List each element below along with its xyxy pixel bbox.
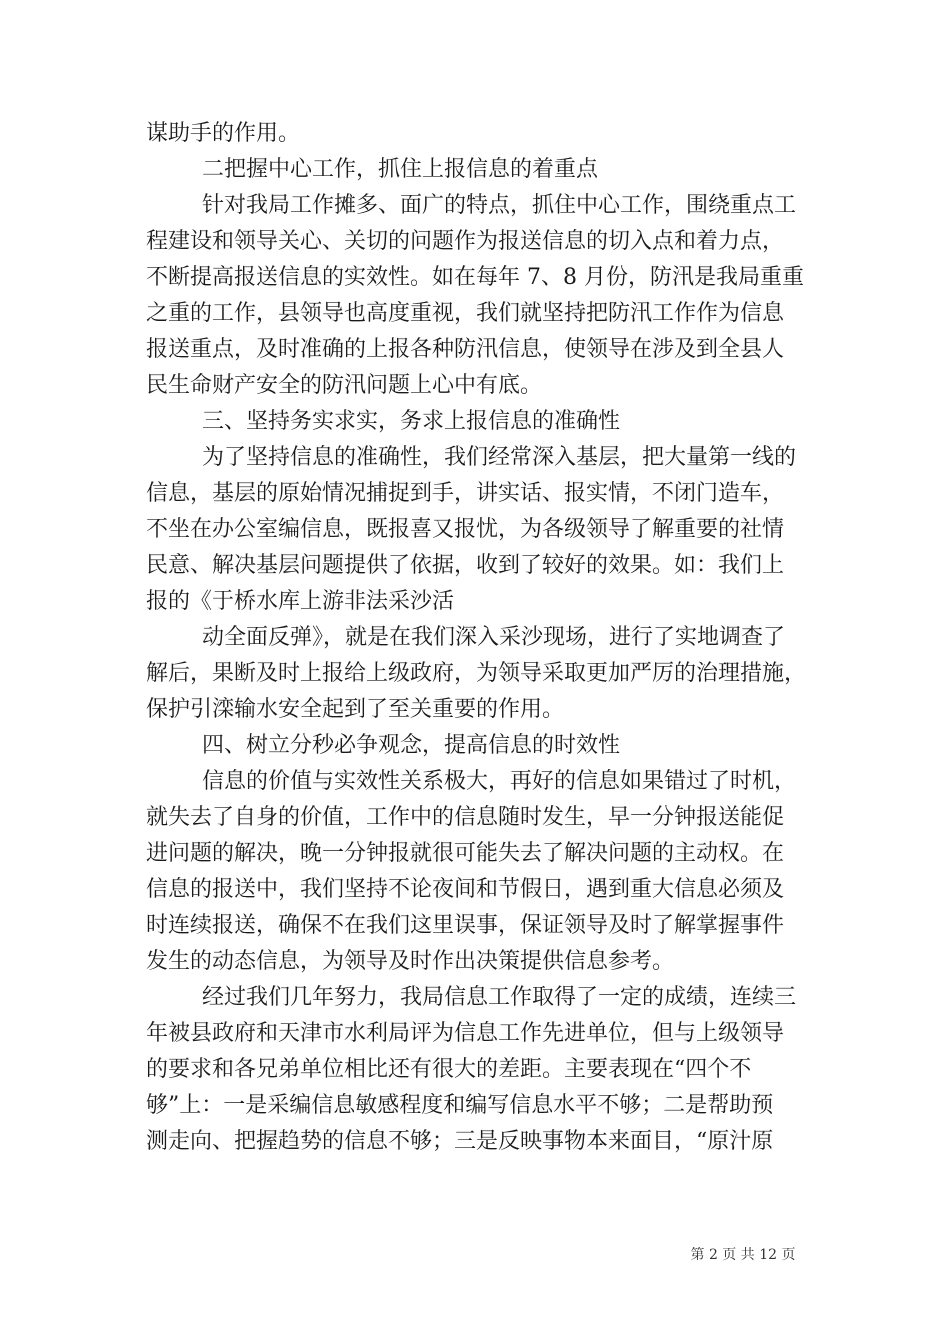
text-line: 年被县政府和天津市水利局评为信息工作先进单位，但与上级领导 xyxy=(146,1021,785,1046)
text-line: 时连续报送，确保不在我们这里误事，保证领导及时了解掌握事件 xyxy=(146,913,785,938)
text-line: 二把握中心工作，抓住上报信息的着重点 xyxy=(202,157,599,182)
text-line: 四、树立分秒必争观念，提高信息的时效性 xyxy=(202,733,621,758)
text-line: 保护引滦输水安全起到了至关重要的作用。 xyxy=(146,697,565,722)
text-line: 就失去了自身的价值，工作中的信息随时发生，早一分钟报送能促 xyxy=(146,805,785,830)
text-line: 的要求和各兄弟单位相比还有很大的差距。主要表现在“四个不 xyxy=(146,1057,752,1082)
text-line: 发生的动态信息，为领导及时作出决策提供信息参考。 xyxy=(146,949,675,974)
text-line: 动全面反弹》，就是在我们深入采沙现场，进行了实地调查了 xyxy=(202,625,786,650)
text-line: 不坐在办公室编信息，既报喜又报忧，为各级领导了解重要的社情 xyxy=(146,517,785,542)
page-footer xyxy=(0,1244,950,1264)
text-line: 民生命财产安全的防汛问题上心中有底。 xyxy=(146,373,543,398)
text-line: 民意、解决基层问题提供了依据，收到了较好的效果。如：我们上 xyxy=(146,553,785,578)
text-line: 够”上：一是采编信息敏感程度和编写信息水平不够；二是帮助预 xyxy=(146,1093,774,1118)
page-number: 第 2 页 共 12 页 xyxy=(690,1247,796,1263)
text-line: 信息，基层的原始情况捕捉到手，讲实话、报实情，不闭门造车， xyxy=(146,481,785,506)
text-line: 信息的价值与实效性关系极大，再好的信息如果错过了时机， xyxy=(202,769,797,794)
text-line: 信息的报送中，我们坚持不论夜间和节假日，遇到重大信息必须及 xyxy=(146,877,785,902)
text-line: 解后，果断及时上报给上级政府，为领导采取更加严厉的治理措施， xyxy=(146,661,807,686)
text-line: 之重的工作，县领导也高度重视，我们就坚持把防汛工作作为信息 xyxy=(146,301,785,326)
text-line: 针对我局工作摊多、面广的特点，抓住中心工作，围绕重点工 xyxy=(202,193,797,218)
text-line: 报送重点，及时准确的上报各种防汛信息，使领导在涉及到全县人 xyxy=(146,337,785,362)
text-line: 三、坚持务实求实，务求上报信息的准确性 xyxy=(202,409,621,434)
text-line: 不断提高报送信息的实效性。如在每年 7、8 月份，防汛是我局重重 xyxy=(146,265,804,290)
text-line: 谋助手的作用。 xyxy=(146,121,301,146)
document-body xyxy=(146,116,806,1160)
text-line: 测走向、把握趋势的信息不够；三是反映事物本来面目，“原汁原 xyxy=(146,1129,774,1154)
text-line: 为了坚持信息的准确性，我们经常深入基层，把大量第一线的 xyxy=(202,445,797,470)
text-line: 报的《于桥水库上游非法采沙活 xyxy=(146,589,455,614)
text-line: 程建设和领导关心、关切的问题作为报送信息的切入点和着力点， xyxy=(146,229,785,254)
text-line: 经过我们几年努力，我局信息工作取得了一定的成绩，连续三 xyxy=(202,985,797,1010)
text-line: 进问题的解决，晚一分钟报就很可能失去了解决问题的主动权。在 xyxy=(146,841,785,866)
